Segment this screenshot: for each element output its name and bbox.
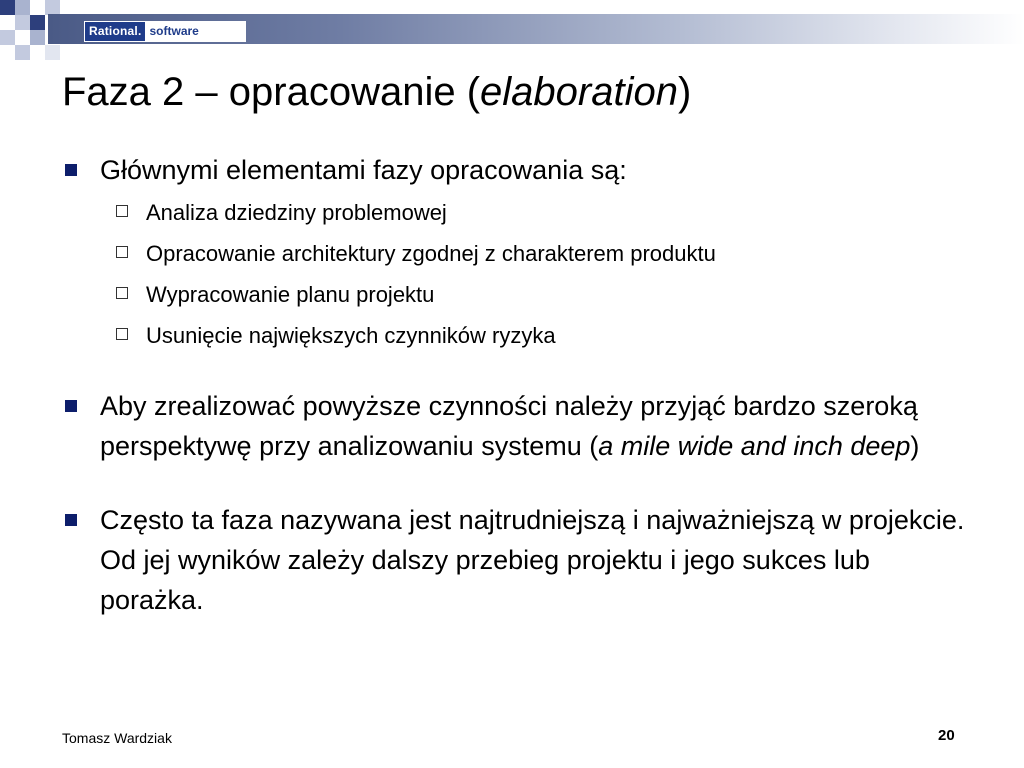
sub-bullet-1-text: Analiza dziedziny problemowej [146,200,447,225]
sub-bullet-2 [62,233,972,274]
bullet-1 [62,150,972,190]
bullet-1-sublist [62,192,972,356]
title-main: Faza 2 – opracowanie ( [62,70,481,114]
page-number: 20 [938,727,955,744]
sub-bullet-1 [62,192,972,233]
logo-software-text: software [145,22,245,41]
bullet-2 [62,386,972,466]
hollow-square-bullet-icon [116,205,128,217]
square-bullet-icon [65,514,77,526]
slide-content [62,150,972,620]
bullet-2-end: ) [910,431,920,461]
logo-rational-text: Rational. [85,22,145,41]
square-bullet-icon [65,164,77,176]
bullet-3 [62,500,972,620]
square-bullet-icon [65,400,77,412]
sub-bullet-2-text: Opracowanie architektury zgodnej z charakterem produktu [146,241,716,266]
bullet-2-text: Aby zrealizować powyższe czynności należy przyjąć bardzo szeroką perspektywę przy analizowaniu systemu ( [100,391,918,461]
sub-bullet-3 [62,274,972,315]
hollow-square-bullet-icon [116,328,128,340]
rational-software-logo [84,21,246,42]
hollow-square-bullet-icon [116,287,128,299]
sub-bullet-3-text: Wypracowanie planu projektu [146,282,435,307]
hollow-square-bullet-icon [116,246,128,258]
bullet-3-text: Często ta faza nazywana jest najtrudniejszą i najważniejszą w projekcie. Od jej wyników zależy dalszy przebieg projektu i jego sukces lub porażka. [100,505,965,615]
sub-bullet-4 [62,315,972,356]
slide-title [62,66,691,118]
bullet-1-text: Głównymi elementami fazy opracowania są: [100,155,627,185]
footer-author: Tomasz Wardziak [62,730,172,746]
sub-bullet-4-text: Usunięcie największych czynników ryzyka [146,323,556,348]
title-italic: elaboration [480,70,678,114]
title-end: ) [677,70,692,114]
bullet-2-italic: a mile wide and inch deep [598,431,911,461]
